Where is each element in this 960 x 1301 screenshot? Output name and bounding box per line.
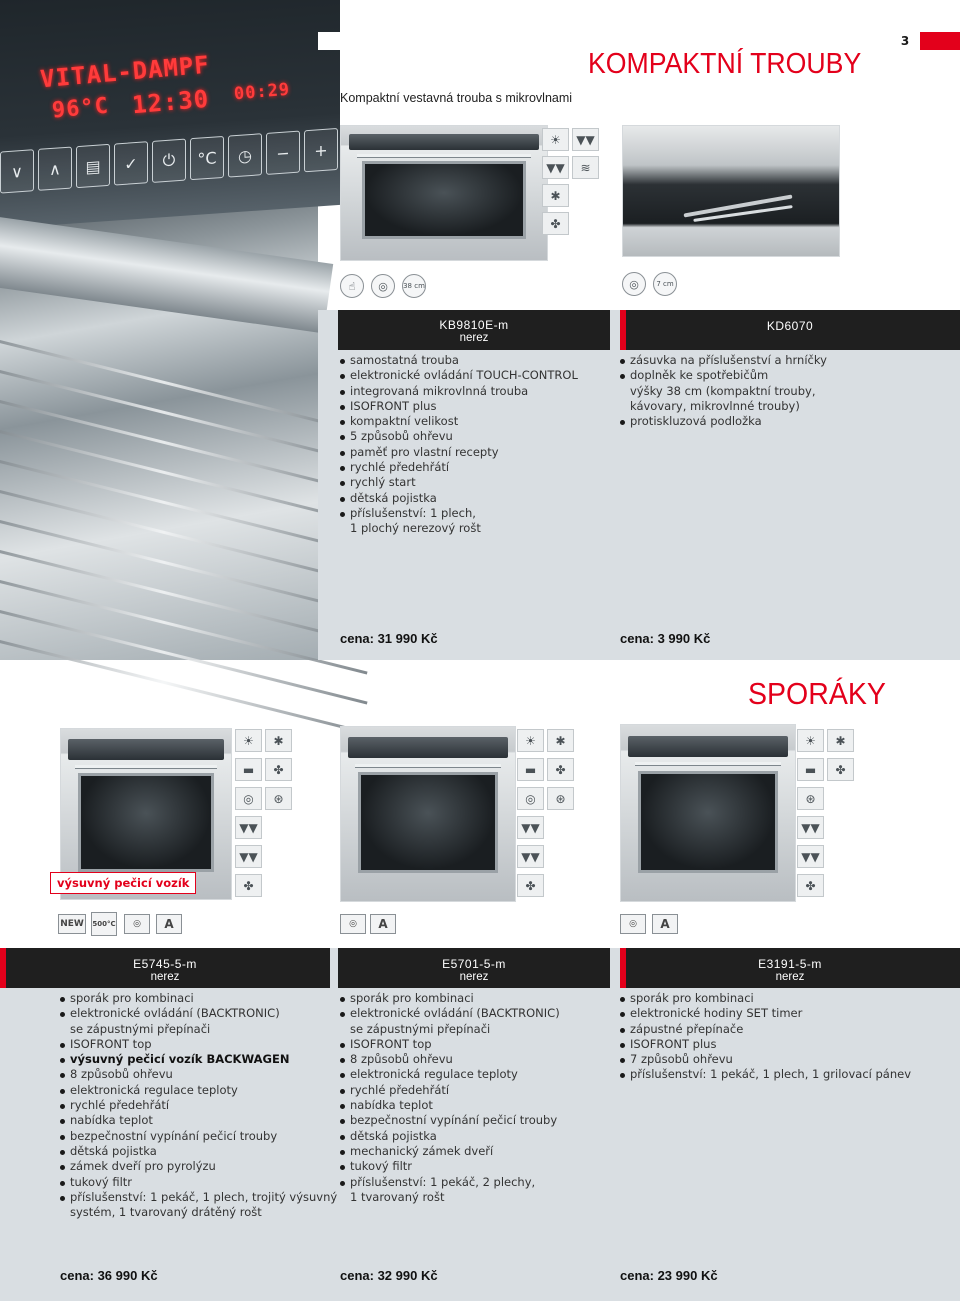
- lamp-icon: ☀: [517, 729, 544, 752]
- feature-item: výsuvný pečicí vozík BACKWAGEN: [60, 1052, 337, 1067]
- lamp-icon: ☀: [235, 729, 262, 752]
- feature-item: bezpečnostní vypínání pečicí trouby: [60, 1129, 337, 1144]
- clock-icon: ◷: [228, 133, 262, 177]
- feature-item: tukový filtr: [340, 1159, 560, 1174]
- section-title-ranges: SPORÁKY: [748, 676, 886, 711]
- check-icon: ✓: [114, 141, 148, 185]
- feature-item: příslušenství: 1 plech,: [340, 506, 578, 521]
- oven-window: [78, 773, 214, 872]
- defrost-icon: ⊛: [547, 787, 574, 810]
- chevron-down-icon: ∨: [0, 149, 34, 193]
- price-e5745: cena: 36 990 Kč: [60, 1268, 158, 1283]
- top-heat-icon: ▼▼: [235, 816, 262, 839]
- feature-item: integrovaná mikrovlnná trouba: [340, 384, 578, 399]
- hero-display-temp: 96°C: [51, 93, 110, 124]
- model-code: E3191-5-m: [758, 957, 822, 971]
- book-icon: ▤: [76, 144, 110, 188]
- feature-item: dětská pojistka: [340, 491, 578, 506]
- control-strip: [68, 739, 224, 759]
- hero-display-mode: VITAL-DAMPF: [39, 50, 211, 94]
- feature-item: elektronické ovládání TOUCH-CONTROL: [340, 368, 578, 383]
- model-code: E5745-5-m: [133, 957, 197, 971]
- model-code: E5701-5-m: [442, 957, 506, 971]
- feature-item: 1 tvarovaný rošt: [350, 1189, 445, 1204]
- defrost-icon: ⊛: [265, 787, 292, 810]
- minus-icon: −: [266, 131, 300, 175]
- fan-icon: ✤: [265, 758, 292, 781]
- model-finish: nerez: [775, 971, 805, 983]
- defrost-icon: ⊛: [797, 787, 824, 810]
- control-strip: [349, 134, 539, 150]
- feature-item: systém, 1 tvarovaný drátěný rošt: [70, 1205, 262, 1220]
- feature-list-e5701: [340, 991, 560, 1205]
- top-heat-icon: ▼▼: [517, 816, 544, 839]
- grill-icon: ✱: [265, 729, 292, 752]
- feature-item: kompaktní velikost: [340, 414, 578, 429]
- feature-item: nabídka teplot: [60, 1113, 337, 1128]
- feature-item: sporák pro kombinaci: [340, 991, 560, 1006]
- feature-item: bezpečnostní vypínání pečicí trouby: [340, 1113, 560, 1128]
- feature-item: zámek dveří pro pyrolýzu: [60, 1159, 337, 1174]
- model-bar-e3191: [620, 948, 960, 988]
- top-bottom-heat-icon: ▼▼: [797, 845, 824, 868]
- grill-icon: ✱: [547, 729, 574, 752]
- product-image-e5701: [340, 726, 516, 902]
- hero-photo: [0, 0, 328, 660]
- fingerprint-icon: ◎: [620, 914, 646, 934]
- fan-icon: ✤: [547, 758, 574, 781]
- model-bar-kb9810e: [338, 310, 610, 350]
- energy-class-badge: A: [370, 914, 396, 934]
- model-code: KB9810E-m: [439, 318, 509, 332]
- feature-item: mechanický zámek dveří: [340, 1144, 560, 1159]
- top-heat-icon: ▼▼: [572, 128, 599, 151]
- energy-class-badge: A: [156, 914, 182, 934]
- feature-item: rychlé předehřátí: [340, 460, 578, 475]
- product-image-e3191: [620, 724, 796, 902]
- utensil-spoon: [693, 205, 792, 222]
- chevron-up-icon: ∧: [38, 147, 72, 191]
- section-title-compact: KOMPAKTNÍ TROUBY: [588, 48, 862, 80]
- grill-icon: ✱: [827, 729, 854, 752]
- cutout-height-icon: 7 cm: [653, 272, 677, 296]
- price-e3191: cena: 23 990 Kč: [620, 1268, 718, 1283]
- feature-item: výšky 38 cm (kompaktní trouby,: [630, 383, 816, 398]
- model-bar-kd6070: [620, 310, 960, 350]
- feature-item: rychlé předehřátí: [340, 1083, 560, 1098]
- top-bottom-heat-icon: ▼▼: [235, 845, 262, 868]
- feature-item: příslušenství: 1 pekáč, 1 plech, 1 grilovací pánev: [620, 1067, 911, 1082]
- price-e5701: cena: 32 990 Kč: [340, 1268, 438, 1283]
- plus-icon: +: [304, 128, 338, 172]
- feature-item: dětská pojistka: [60, 1144, 337, 1159]
- model-finish: nerez: [150, 971, 180, 983]
- feature-item: protiskluzová podložka: [620, 414, 827, 429]
- section-subtitle: Kompaktní vestavná trouba s mikrovlnami: [340, 91, 573, 105]
- feature-item: zásuvka na příslušenství a hrníčky: [620, 353, 827, 368]
- bottom-heat-icon: ▬: [797, 758, 824, 781]
- feature-item: paměť pro vlastní recepty: [340, 445, 578, 460]
- door-handle: [355, 764, 501, 767]
- pyrolysis-temp-badge: 500°C: [91, 912, 117, 936]
- feature-item: 5 způsobů ohřevu: [340, 429, 578, 444]
- feature-item: 8 způsobů ohřevu: [60, 1067, 337, 1082]
- oven-window: [638, 771, 777, 873]
- fan-icon: ✤: [542, 212, 569, 235]
- feature-item: 8 způsobů ohřevu: [340, 1052, 560, 1067]
- drawer-promo-label: výsuvný pečicí vozík: [50, 872, 196, 894]
- bottom-heat-icon: ▬: [235, 758, 262, 781]
- grill-icon: ✱: [542, 184, 569, 207]
- model-finish: nerez: [459, 971, 489, 983]
- feature-item: se zápustnými přepínači: [350, 1021, 491, 1036]
- feature-item: příslušenství: 1 pekáč, 2 plechy,: [340, 1175, 560, 1190]
- feature-item: se zápustnými přepínači: [70, 1021, 211, 1036]
- door-handle: [357, 154, 530, 157]
- price-kd6070: cena: 3 990 Kč: [620, 631, 711, 646]
- bottom-heat-icon: ▬: [517, 758, 544, 781]
- fingerprint-icon: ◎: [622, 272, 646, 296]
- feature-item: 1 plochý nerezový rošt: [350, 521, 481, 536]
- fingerprint-icon: ◎: [371, 274, 395, 298]
- power-icon: ⏻: [152, 139, 186, 183]
- feature-item: příslušenství: 1 pekáč, 1 plech, trojitý výsuvný: [60, 1190, 337, 1205]
- lamp-icon: ☀: [797, 729, 824, 752]
- feature-list-kb9810e: [340, 353, 578, 537]
- feature-item: elektronické ovládání (BACKTRONIC): [60, 1006, 337, 1021]
- lamp-icon: ☀: [542, 128, 569, 151]
- feature-item: elektronické hodiny SET timer: [620, 1006, 911, 1021]
- product-image-kd6070: [622, 125, 840, 257]
- feature-item: elektronická regulace teploty: [60, 1083, 337, 1098]
- page-number: 3: [890, 32, 920, 50]
- door-handle: [635, 762, 781, 765]
- feature-item: dětská pojistka: [340, 1129, 560, 1144]
- oven-window: [362, 161, 527, 239]
- fingerprint-icon: ◎: [124, 914, 150, 934]
- feature-item: sporák pro kombinaci: [60, 991, 337, 1006]
- fan-icon: ✤: [827, 758, 854, 781]
- feature-item: zápustné přepínače: [620, 1022, 911, 1037]
- product-image-kb9810e: [340, 125, 548, 261]
- microwave-icon: ≋: [572, 156, 599, 179]
- feature-item: ISOFRONT plus: [340, 399, 578, 414]
- feature-item: doplněk ke spotřebičům: [620, 368, 827, 383]
- control-strip: [628, 736, 788, 757]
- feature-item: kávovary, mikrovlnné trouby): [630, 398, 800, 413]
- feature-item: elektronické ovládání (BACKTRONIC): [340, 1006, 560, 1021]
- model-code: KD6070: [766, 319, 814, 333]
- feature-item: elektronická regulace teploty: [340, 1067, 560, 1082]
- control-strip: [348, 737, 508, 758]
- top-heat-icon: ▼▼: [797, 816, 824, 839]
- feature-item: ISOFRONT top: [340, 1037, 560, 1052]
- model-bar-e5745: [0, 948, 330, 988]
- feature-item: samostatná trouba: [340, 353, 578, 368]
- price-kb9810e: cena: 31 990 Kč: [340, 631, 438, 646]
- fingerprint-icon: ◎: [340, 914, 366, 934]
- pyrolysis-icon: ◎: [235, 787, 262, 810]
- feature-list-e3191: [620, 991, 911, 1083]
- bottom-heat-icon: ▼▼: [542, 156, 569, 179]
- hero-display-timer: 00:29: [233, 79, 291, 105]
- oven-window: [358, 772, 497, 873]
- feature-item: sporák pro kombinaci: [620, 991, 911, 1006]
- feature-item: ISOFRONT top: [60, 1037, 337, 1052]
- door-handle: [75, 765, 218, 768]
- hero-rack-bar: [0, 630, 368, 735]
- pizza-icon: ◎: [517, 787, 544, 810]
- feature-item: rychlé předehřátí: [60, 1098, 337, 1113]
- feature-item: nabídka teplot: [340, 1098, 560, 1113]
- touch-control-icon: ☝: [340, 274, 364, 298]
- top-bottom-heat-icon: ▼▼: [517, 845, 544, 868]
- hero-display-time: 12:30: [130, 84, 211, 120]
- feature-item: tukový filtr: [60, 1175, 337, 1190]
- model-finish: nerez: [459, 332, 489, 344]
- hero-door-handle: [0, 217, 333, 334]
- feature-item: ISOFRONT plus: [620, 1037, 911, 1052]
- cutout-height-icon: 38 cm: [402, 274, 426, 298]
- page-number-accent: [920, 32, 960, 50]
- temperature-icon: °C: [190, 136, 224, 180]
- fan-grill-icon: ✤: [235, 874, 262, 897]
- model-bar-e5701: [338, 948, 610, 988]
- feature-list-kd6070: [620, 353, 827, 429]
- feature-item: 7 způsobů ohřevu: [620, 1052, 911, 1067]
- fan-grill-icon: ✤: [797, 874, 824, 897]
- feature-item: rychlý start: [340, 475, 578, 490]
- new-badge: NEW: [58, 914, 86, 934]
- fan-grill-icon: ✤: [517, 874, 544, 897]
- energy-class-badge: A: [652, 914, 678, 934]
- feature-list-e5745: [60, 991, 337, 1220]
